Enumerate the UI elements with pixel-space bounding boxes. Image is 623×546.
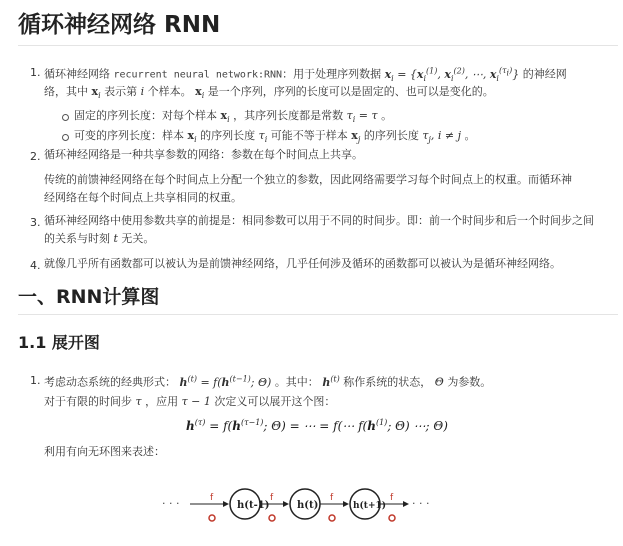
bullet-circle xyxy=(62,114,69,121)
red-dot xyxy=(209,515,215,521)
item-3-line-1: 循环神经网络中使用参数共享的前提是：相同参数可以用于不同的时间步。即：前一个时间步和后一个时间步之间 xyxy=(44,214,594,227)
subitem-line-3: 利用有向无环图来表述： xyxy=(44,445,165,458)
list-number-2: 2. xyxy=(30,150,41,163)
node-label: h(t) xyxy=(297,500,319,511)
item-4-line-1: 就像几乎所有函数都可以被认为是前馈神经网络，几乎任何涉及循环的函数都可以被认为是循环神经网络。 xyxy=(44,257,561,270)
node-label: h(t+1) xyxy=(353,501,387,511)
page-title: 循环神经网络 RNN xyxy=(18,12,221,38)
list-number-1: 1. xyxy=(30,66,41,79)
formula-dynamic-system: $h^{(t)} = f(h^{(t-1)}$; Θ) xyxy=(179,374,272,389)
item-2-para-1: 传统的前馈神经网络在每个时间点上分配一个独立的参数，因此网络需要学习每个时间点上的权重。而循环神 xyxy=(44,173,572,186)
subsection-heading: 1.1 展开图 xyxy=(18,333,100,352)
title-divider xyxy=(18,45,618,46)
item-2-para-2: 经网络在每个时间点上共享相同的权重。 xyxy=(44,191,242,204)
red-dot xyxy=(329,515,335,521)
red-dot xyxy=(269,515,275,521)
item-3-line-2: 的关系与时刻 t 无关。 xyxy=(44,232,155,245)
ellipsis-right: · · · xyxy=(412,497,430,510)
item-1-sub-2: 可变的序列长度：样本 $x_i$ 的序列长度 $\tau_i$ 可能不等于样本 $x_j$ 的序列长度 $\tau_j$, i ≠ j 。 xyxy=(74,129,476,145)
edge-label-f: f xyxy=(390,493,394,503)
edge-label-f: f xyxy=(330,493,334,503)
item-1-line-2: 络，其中 $x_i$ 表示第 i 个样本。 $x_i$ 是一个序列，序列的长度可以是固定的、也可以是变化的。 xyxy=(44,85,494,101)
edge-label-f: f xyxy=(270,493,274,503)
unfolded-graph-diagram xyxy=(160,478,440,528)
node-label: h(t-1) xyxy=(237,500,270,511)
subitem-line-2: 对于有限的时间步 τ ，应用 τ − 1 次定义可以展开这个图： xyxy=(44,395,336,408)
section-divider xyxy=(18,314,618,315)
section-heading: 一、RNN计算图 xyxy=(18,286,160,308)
bullet-circle xyxy=(62,134,69,141)
item-1-sub-1: 固定的序列长度：对每个样本 $x_i$ ，其序列长度都是常数 $\tau_i = \tau$ 。 xyxy=(74,109,393,125)
list-number-3: 3. xyxy=(30,216,41,229)
formula-dataset: $x_i = \{x_i^{(1)}$, $x_i^{(2)}$, ⋯, $x_i^{(\tau_i)}$} xyxy=(384,66,520,83)
formula-unfolded: $h^{(\tau)} = f(h^{(\tau-1)}$; Θ) = ⋯ = f(⋯ $f(h^{(1)}$; Θ) ⋯; Θ) xyxy=(186,418,448,433)
ellipsis-left: · · · xyxy=(162,497,180,510)
red-dot xyxy=(389,515,395,521)
item-1-line-1: 循环神经网络 recurrent neural network:RNN：用于处理序列数据 $x_i = \{x_i^{(1)}$, $x_i^{(2)}$, ⋯, $x_i^{(\tau_i)}$} 的神经网 xyxy=(44,66,567,83)
edge-label-f: f xyxy=(210,493,214,503)
item-2-line-1: 循环神经网络是一种共享参数的网络：参数在每个时间点上共享。 xyxy=(44,148,363,161)
subitem-line-1: 考虑动态系统的经典形式： $h^{(t)} = f(h^{(t-1)}$; Θ) 。其中： $h^{(t)}$ 称作系统的状态， Θ 为参数。 xyxy=(44,374,492,389)
list-number-1b: 1. xyxy=(30,374,41,387)
list-number-4: 4. xyxy=(30,259,41,272)
